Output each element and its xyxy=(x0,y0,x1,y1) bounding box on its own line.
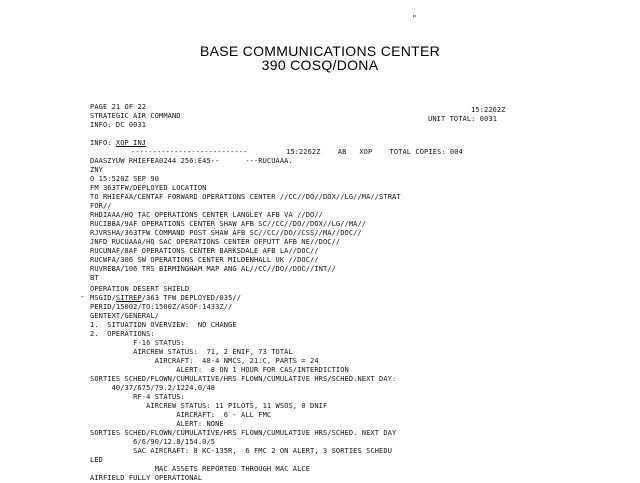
message-body-line: 6/6/90/12.8/154.0/5 xyxy=(90,438,216,446)
message-header-line: RJVRSHA/363TFW COMMAND POST SHAW AFB SC//CC//DO//CSS//MA//DOC// xyxy=(90,229,362,237)
msgid-label: MSGID/ xyxy=(90,294,116,302)
msgid-sitrep: SITREP xyxy=(115,294,142,302)
message-header-line: RUCUNAF/8AF OPERATIONS CENTER BARKSDALE AFB LA//DOC// xyxy=(90,247,319,255)
message-header-line: ZNY xyxy=(90,166,103,174)
message-header-line: O 15:520Z SEP 90 xyxy=(90,175,160,183)
message-body-line: SORTIES SCHED/FLOWN/CUMULATIVE/HRS FLOWN/CUMULATIVE HRS/SCHED. NEXT DAY xyxy=(90,429,397,437)
header-subtitle: 390 COSQ/DONA xyxy=(261,57,379,73)
msgid-line xyxy=(90,294,241,303)
info-label: INFO: xyxy=(90,139,116,147)
message-header-line: BT xyxy=(90,274,99,282)
message-body-line: AIRCRAFT: 48-4 NMCS, 21:C, PARTS = 24 xyxy=(90,357,319,365)
message-body-line: 2. OPERATIONS: xyxy=(90,330,155,338)
message-body-line: AIRFIELD FULLY OPERATIONAL xyxy=(90,474,203,482)
message-body-line: SAC AIRCRAFT: 8 KC-135R, 6 FMC 2 ON ALERT, 3 SORTIES SCHEDU xyxy=(90,447,393,455)
msgid-rest: /363 TFW DEPLOYED/035// xyxy=(141,294,242,302)
message-header-line: JNFD RUCUAAA/HQ SAC OPERATIONS CENTER OFFUTT AFB NE//DOC// xyxy=(90,238,341,246)
operation-title: OPERATION DESERT SHIELD xyxy=(90,285,190,293)
message-body-line: ALERT: 8 ON 1 HOUR FOR CAS/INTERDICTION xyxy=(90,366,349,374)
message-header-line: DAASZYUW RHIEFEA0244 256:E45-- ---RUCUAAA. xyxy=(90,157,293,165)
message-header-line: RUCIBBA/9AF OPERATIONS CENTER SHAW AFB SC//CC//DO//DOX//LG//MA// xyxy=(90,220,367,228)
message-header-line: FOR// xyxy=(90,202,112,210)
info-office: XOP INJ xyxy=(115,139,147,147)
message-body-line: 40/37/675/79.2/1224.0/48 xyxy=(90,384,216,392)
message-header-line: RHDIAAA/HQ TAC OPERATIONS CENTER LANGLEY AFB VA //DO// xyxy=(90,211,323,219)
page-number: PAGE 21 OF 22 xyxy=(90,103,147,111)
message-body-line: AIRCREW STATUS: 71, 2 ENIF, 73 TOTAL xyxy=(90,348,293,356)
message-body-line: SORTIES SCHED/FLOWN/CUMULATIVE/HRS FLOWN/CUMULATIVE HRS/SCHED.NEXT DAY: xyxy=(90,375,397,383)
message-body-line: PERID/15002/TO:1500Z/ASOF:1433Z// xyxy=(90,303,233,311)
info-line xyxy=(90,139,146,148)
corner-mark: " xyxy=(412,14,417,23)
message-body-line: ALERT: NONE xyxy=(90,420,224,428)
dashed-separator: --------------------------- xyxy=(131,148,248,156)
message-body-line: AIRCRAFT: 6 - ALL FMC xyxy=(90,411,272,419)
message-header-line: RUVREBA/106 TRS BIRMINGHAM MAP ANG AL//CC//DO//DOC//INT// xyxy=(90,265,336,273)
command-name: STRATEGIC AIR COMMAND xyxy=(90,112,181,120)
message-body-line: LED xyxy=(90,456,103,464)
message-body-line: GENTEXT/GENERAL/ xyxy=(90,312,160,320)
margin-dash-mark: - xyxy=(80,292,85,301)
message-body-line: MAC ASSETS REPORTED THROUGH MAC ALCE xyxy=(90,465,311,473)
unit-total: UNIT TOTAL: 0031 xyxy=(428,115,498,123)
message-body-line: RF-4 STATUS: xyxy=(90,393,185,401)
message-header-line: RUCWFA/306 SW OPERATIONS CENTER MILDENHALL UK //DOC// xyxy=(90,256,319,264)
header-title: BASE COMMUNICATIONS CENTER xyxy=(199,43,441,59)
header-dtg: 15:2262Z xyxy=(471,106,506,114)
message-header-line: FM 363TFW/DEPLOYED LOCATION xyxy=(90,184,207,192)
routing-dtg-line: 15:2262Z AB XOP TOTAL COPIES: 004 xyxy=(286,148,463,156)
message-body-line: F-16 STATUS: xyxy=(90,339,185,347)
message-body-line: AIRCREW STATUS: 11 PILOTS, 11 WSOS, 0 DNIF xyxy=(90,402,328,410)
message-header-line: TO RHIEFAA/CENTAF FORWARD OPERATIONS CENTER //CC//DO//DOX//LG//MA//STRAT xyxy=(90,193,401,201)
info-dc: INFO: DC 0031 xyxy=(90,121,147,129)
message-body-line: 1. SITUATION OVERVIEW: NO CHANGE xyxy=(90,321,237,329)
